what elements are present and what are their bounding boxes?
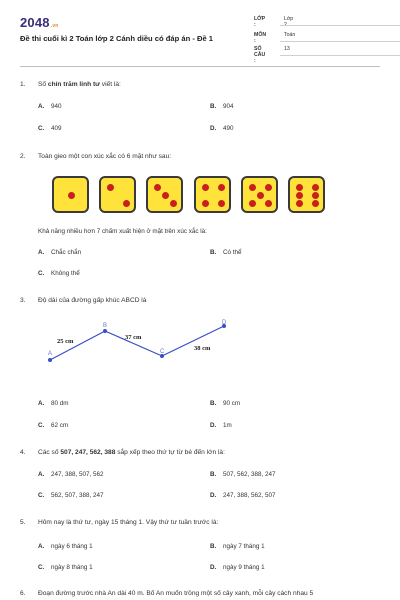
option-letter: C. [38, 270, 45, 277]
question-3 [20, 297, 146, 304]
question-1 [20, 81, 121, 88]
question-text: sắp xếp theo thứ tự từ bé đến lớn là: [115, 449, 225, 456]
answer-option[interactable] [38, 471, 104, 478]
option-text: ngày 7 tháng 1 [223, 543, 265, 550]
meta-grade-label: LỚP : [254, 16, 265, 28]
option-letter: B. [210, 543, 217, 550]
polyline-abcd-figure [40, 316, 240, 374]
header-divider [20, 66, 380, 67]
answer-option[interactable] [38, 543, 93, 550]
question-number: 6. [20, 590, 26, 597]
answer-option[interactable] [38, 492, 104, 499]
option-text: ngày 6 tháng 1 [51, 543, 93, 550]
option-text: 490 [223, 125, 234, 132]
dice-pip [218, 200, 225, 207]
option-text: Không thể [51, 270, 80, 277]
option-letter: B. [210, 471, 217, 478]
option-letter: B. [210, 249, 217, 256]
question-text: Số [38, 81, 48, 88]
dice-pip [312, 192, 319, 199]
question-subtext: Khả năng nhiều hơn 7 chấm xuất hiện ở mặt trên xúc xắc là: [38, 228, 207, 235]
option-text: Chắc chắn [51, 249, 82, 256]
option-letter: A. [38, 103, 45, 110]
option-letter: C. [38, 492, 45, 499]
segment-label-bc: 37 cm [125, 334, 142, 341]
answer-option[interactable] [210, 249, 242, 256]
answer-option[interactable] [38, 270, 80, 277]
question-text-bold: chín trăm linh tư [47, 81, 100, 88]
dice-pip [265, 184, 272, 191]
segment-cd [162, 326, 224, 356]
answer-option[interactable] [38, 400, 69, 407]
option-text: ngày 8 tháng 1 [51, 564, 93, 571]
point-a [48, 358, 52, 362]
option-letter: A. [38, 471, 45, 478]
dice-pip [257, 192, 264, 199]
dice-pip [123, 200, 130, 207]
option-text: 247, 388, 562, 507 [223, 492, 276, 499]
option-text: 562, 507, 388, 247 [51, 492, 104, 499]
option-letter: A. [38, 400, 45, 407]
question-number: 5. [20, 519, 26, 526]
dice-face-1 [52, 176, 89, 213]
option-letter: B. [210, 103, 217, 110]
option-text: 940 [51, 103, 62, 110]
option-letter: C. [38, 564, 45, 571]
question-text: viết là: [99, 81, 121, 88]
option-text: 80 dm [51, 400, 69, 407]
option-text: 507, 562, 388, 247 [223, 471, 276, 478]
option-letter: B. [210, 400, 217, 407]
label-c: C [160, 349, 165, 355]
question-number: 4. [20, 449, 26, 456]
answer-option[interactable] [38, 125, 62, 132]
label-d: D [222, 320, 227, 326]
answer-option[interactable] [210, 400, 240, 407]
question-6 [20, 590, 313, 597]
question-number: 2. [20, 153, 26, 160]
dice-face-4 [194, 176, 231, 213]
dice-pip [202, 200, 209, 207]
option-letter: C. [38, 125, 45, 132]
dice-pip [265, 200, 272, 207]
question-text: Các số [38, 449, 61, 456]
dice-pip [107, 184, 114, 191]
meta-count-value: 13 [284, 46, 290, 52]
question-4 [20, 449, 225, 456]
answer-option[interactable] [38, 422, 68, 429]
option-text: 90 cm [223, 400, 241, 407]
dice-face-6 [288, 176, 325, 213]
dice-pip [154, 184, 161, 191]
answer-option[interactable] [210, 422, 232, 429]
question-text: Đoạn đường trước nhà An dài 40 m. Bố An muốn trồng một số cây xanh, mỗi cây cách nhau 5 [38, 590, 314, 597]
question-text: Độ dài của đường gấp khúc ABCD là [38, 297, 147, 304]
dice-pip [218, 184, 225, 191]
option-text: ngày 9 tháng 1 [223, 564, 265, 571]
question-number: 3. [20, 297, 26, 304]
segment-label-ab: 25 cm [57, 338, 74, 345]
option-text: Có thể [223, 249, 242, 256]
question-text: Toàn gieo một con xúc xắc có 6 mặt như sau: [38, 153, 172, 160]
answer-option[interactable] [38, 249, 81, 256]
question-5 [20, 519, 218, 526]
dice-pip [162, 192, 169, 199]
meta-count-label: SỐ CÂU : [254, 46, 266, 64]
answer-option[interactable] [210, 103, 234, 110]
answer-option[interactable] [210, 492, 276, 499]
dice-pip [296, 184, 303, 191]
meta-divider [280, 25, 400, 26]
question-text: Hôm nay là thứ tư, ngày 15 tháng 1. Vậy thứ tư tuần trước là: [38, 519, 219, 526]
segment-label-cd: 38 cm [194, 345, 211, 352]
answer-option[interactable] [210, 125, 234, 132]
logo-suffix: .vn [50, 23, 59, 29]
option-letter: A. [38, 249, 45, 256]
dice-pip [249, 200, 256, 207]
label-a: A [48, 351, 53, 357]
point-b [103, 329, 107, 333]
dice-pip [68, 192, 75, 199]
answer-option[interactable] [38, 103, 62, 110]
answer-option[interactable] [38, 564, 93, 571]
option-letter: D. [210, 125, 217, 132]
meta-subject-label: MÔN : [254, 32, 267, 44]
meta-divider [280, 55, 400, 56]
option-text: 62 cm [51, 422, 69, 429]
option-text: 247, 388, 507, 562 [51, 471, 104, 478]
question-text-bold: 507, 247, 562, 388 [60, 449, 116, 456]
question-2 [20, 153, 171, 160]
dice-pip [312, 184, 319, 191]
segment-ab [50, 331, 105, 360]
dice-face-5 [241, 176, 278, 213]
meta-grade-value: Lớp 2 [284, 16, 294, 28]
option-text: 904 [223, 103, 234, 110]
answer-option[interactable] [210, 543, 265, 550]
meta-divider [280, 41, 400, 42]
answer-option[interactable] [210, 564, 265, 571]
dice-pip [202, 184, 209, 191]
meta-subject-value: Toán [284, 32, 296, 38]
dice-pip [170, 200, 177, 207]
dice-face-2 [99, 176, 136, 213]
question-number: 1. [20, 81, 26, 88]
dice-pip [296, 192, 303, 199]
option-text: 1m [223, 422, 232, 429]
label-b: B [103, 323, 108, 329]
dice-pip [312, 200, 319, 207]
answer-option[interactable] [210, 471, 276, 478]
site-logo[interactable] [20, 15, 59, 30]
option-letter: C. [38, 422, 45, 429]
option-letter: A. [38, 543, 45, 550]
logo-text: 2048 [20, 15, 50, 30]
option-letter: D. [210, 564, 217, 571]
dice-pip [296, 200, 303, 207]
dice-pip [249, 184, 256, 191]
dice-face-3 [146, 176, 183, 213]
option-text: 409 [51, 125, 62, 132]
option-letter: D. [210, 492, 217, 499]
page-title: Đề thi cuối kì 2 Toán lớp 2 Cánh diều có đáp án - Đề 1 [20, 34, 214, 43]
option-letter: D. [210, 422, 217, 429]
